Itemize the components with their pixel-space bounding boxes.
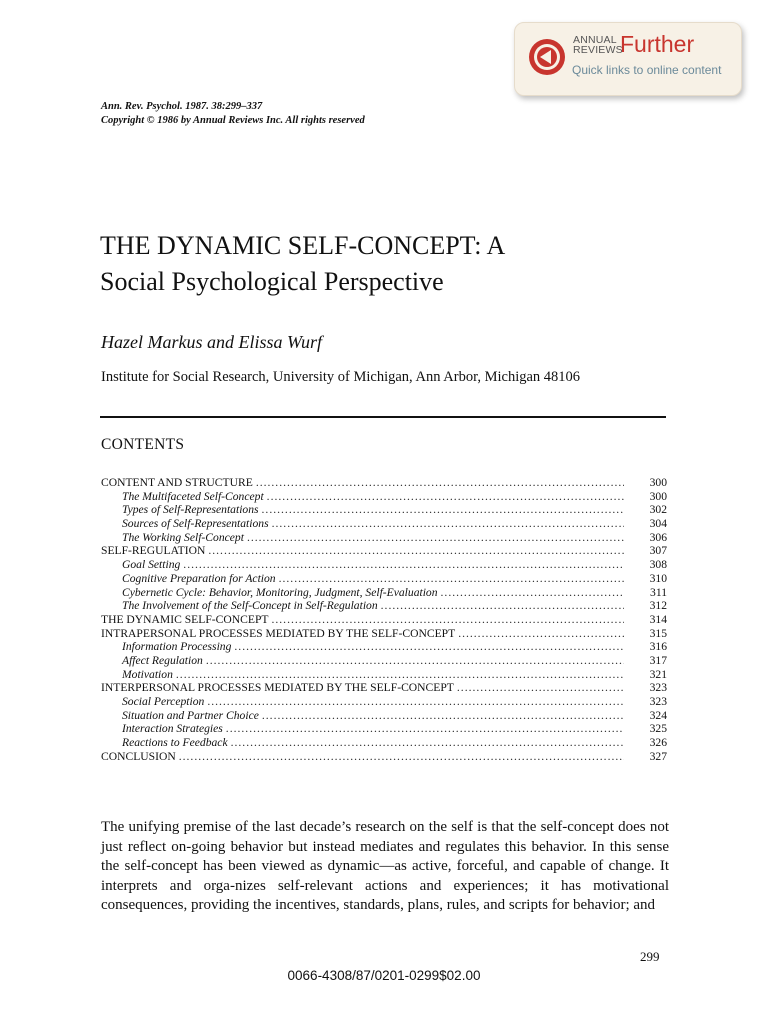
annual-reviews-further-link[interactable] [514, 22, 742, 96]
toc-entry-label: Motivation [122, 667, 173, 681]
toc-entry-label: Sources of Self-Representations [122, 517, 269, 531]
toc-entry-page: 300 [649, 489, 667, 503]
toc-entry-page: 302 [649, 503, 667, 517]
toc-entry-label: The Multifaceted Self-Concept [122, 489, 264, 503]
citation-block [101, 100, 365, 128]
toc-entry-page: 308 [649, 558, 667, 572]
toc-entry-page: 310 [649, 571, 667, 585]
toc-entry [101, 544, 667, 558]
toc-entry-page: 316 [649, 640, 667, 654]
annual-label: ANNUAL [573, 34, 617, 46]
toc-entry-page: 300 [649, 476, 667, 489]
toc-subentry [101, 640, 667, 654]
toc-subentry [101, 736, 667, 750]
toc-subentry [101, 503, 667, 517]
toc-leader-dots [231, 736, 624, 750]
toc-leader-dots [272, 517, 624, 531]
toc-entry-label: INTERPERSONAL PROCESSES MEDIATED BY THE SELF-CONCEPT [101, 681, 454, 695]
section-divider [100, 416, 666, 418]
toc-entry-label: Types of Self-Representations [122, 503, 259, 517]
table-of-contents [101, 476, 667, 763]
toc-entry-label: Social Perception [122, 695, 205, 708]
toc-entry-label: Situation and Partner Choice [122, 708, 259, 722]
toc-subentry [101, 722, 667, 736]
toc-entry-page: 312 [649, 599, 667, 613]
toc-entry-page: 304 [649, 517, 667, 531]
toc-entry [101, 750, 667, 764]
toc-leader-dots [279, 572, 624, 586]
citation-journal: Ann. Rev. Psychol. 1987. 38:299–337 [101, 101, 263, 112]
toc-leader-dots [226, 722, 624, 736]
toc-subentry [101, 531, 667, 545]
toc-subentry [101, 709, 667, 723]
further-tagline: Quick links to online content [572, 63, 722, 77]
toc-entry-label: The Involvement of the Self-Concept in Self-Regulation [122, 599, 378, 613]
toc-subentry [101, 572, 667, 586]
toc-leader-dots [234, 640, 624, 654]
toc-entry-page: 323 [649, 695, 667, 708]
toc-entry-label: Interaction Strategies [122, 722, 223, 736]
toc-entry-label: Information Processing [122, 640, 232, 654]
toc-entry-label: CONCLUSION [101, 749, 176, 763]
toc-leader-dots [183, 558, 624, 572]
toc-subentry [101, 668, 667, 682]
toc-entry [101, 627, 667, 641]
toc-entry-label: SELF-REGULATION [101, 544, 206, 558]
toc-entry-label: Reactions to Feedback [122, 736, 228, 750]
toc-entry-label: THE DYNAMIC SELF-CONCEPT [101, 612, 269, 626]
author-affiliation: Institute for Social Research, University of Michigan, Ann Arbor, Michigan 48106 [101, 369, 581, 385]
toc-entry-page: 306 [649, 530, 667, 544]
toc-entry-page: 323 [649, 681, 667, 695]
further-label: Further [620, 31, 695, 57]
toc-entry-label: Affect Regulation [122, 653, 203, 667]
toc-entry-page: 327 [649, 749, 667, 763]
toc-subentry [101, 586, 667, 600]
annual-reviews-logo-icon [527, 37, 567, 77]
toc-entry-label: Cognitive Preparation for Action [122, 571, 276, 585]
toc-entry-page: 326 [649, 736, 667, 750]
toc-subentry [101, 490, 667, 504]
toc-entry-label: The Working Self-Concept [122, 530, 244, 544]
toc-leader-dots [247, 531, 624, 545]
toc-entry-page: 315 [649, 626, 667, 640]
toc-entry-page: 311 [650, 585, 667, 599]
annual-reviews-wordmark [573, 35, 623, 55]
toc-entry-label: Goal Setting [122, 558, 181, 572]
article-title [100, 228, 700, 300]
toc-leader-dots [207, 695, 624, 709]
toc-leader-dots [381, 599, 624, 613]
body-paragraph: The unifying premise of the last decade’s research on the self is that the self-concept does not just reflect on-going behavior but instead mediates and regulates this behavior. In this sense the self-concept has been viewed as dynamic—as active, forceful, and capable of change. It interprets and orga-nizes self-relevant actions and experiences; it has motivational consequences, providing the incentives, standards, plans, rules, and scripts for behavior; and [101, 819, 669, 913]
toc-entry-page: 325 [649, 722, 667, 736]
toc-subentry [101, 599, 667, 613]
toc-entry-page: 317 [649, 653, 667, 667]
article-title-line-2: Social Psychological Perspective [100, 267, 444, 296]
toc-entry [101, 613, 667, 627]
toc-entry-page: 307 [649, 544, 667, 558]
toc-entry-page: 324 [649, 708, 667, 722]
toc-subentry [101, 654, 667, 668]
reviews-label: REVIEWS [573, 44, 623, 56]
toc-entry-page: 314 [649, 612, 667, 626]
toc-leader-dots [458, 627, 624, 641]
article-authors: Hazel Markus and Elissa Wurf [101, 332, 323, 352]
toc-leader-dots [256, 476, 624, 490]
toc-entry-label: Cybernetic Cycle: Behavior, Monitoring, Judgment, Self-Evaluation [122, 585, 438, 599]
toc-entry [101, 681, 667, 695]
toc-subentry [101, 517, 667, 531]
toc-entry-label: CONTENT AND STRUCTURE [101, 476, 253, 489]
contents-heading: CONTENTS [101, 436, 185, 453]
toc-subentry [101, 695, 667, 709]
issn-code: 0066-4308/87/0201-0299$02.00 [287, 968, 481, 983]
toc-leader-dots [206, 654, 624, 668]
page-number: 299 [640, 949, 660, 964]
toc-leader-dots [208, 544, 624, 558]
citation-copyright: Copyright © 1986 by Annual Reviews Inc. All rights reserved [101, 115, 365, 126]
toc-leader-dots [176, 668, 624, 682]
toc-leader-dots [267, 490, 624, 504]
toc-leader-dots [441, 586, 624, 600]
toc-entry-page: 321 [649, 667, 667, 681]
toc-entry-label: INTRAPERSONAL PROCESSES MEDIATED BY THE SELF-CONCEPT [101, 626, 456, 640]
toc-leader-dots [262, 503, 624, 517]
toc-entry [101, 476, 667, 490]
toc-subentry [101, 558, 667, 572]
toc-leader-dots [271, 613, 624, 627]
article-title-line-1: THE DYNAMIC SELF-CONCEPT: A [100, 231, 506, 260]
toc-leader-dots [262, 709, 624, 723]
toc-leader-dots [457, 681, 624, 695]
toc-leader-dots [179, 750, 624, 764]
